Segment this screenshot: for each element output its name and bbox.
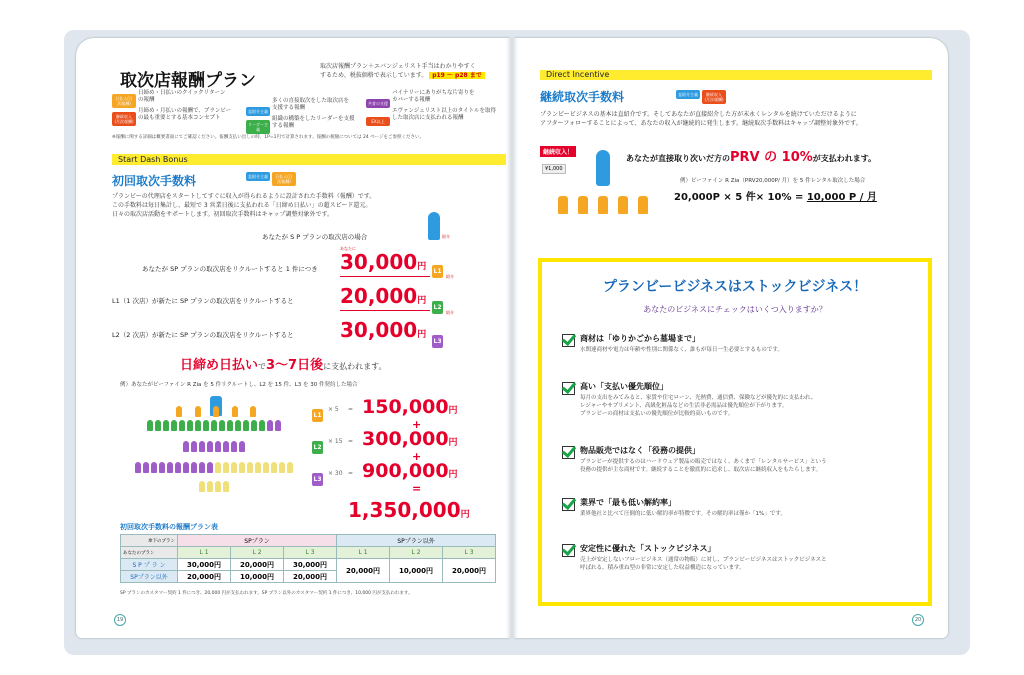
legend-item: リーダー主義 組織の構築をしたリーダーを支援 する報酬 xyxy=(248,116,355,132)
page-range-highlight: p19 ～ p28 まで xyxy=(429,72,485,79)
direct-example: 例）ピーファイン R Zia（PRV20,000P/ 月）を 5 件レンタル取次した場合 xyxy=(680,178,866,184)
checkbox-icon xyxy=(562,334,575,347)
level-badge-l3: L3 xyxy=(432,335,443,348)
book-gutter xyxy=(506,38,518,638)
example-text: 例）あなたがピーファイン R Zia を 5 件リクルートし、L2 を 15 件、L3 を 30 件契約した場合 xyxy=(120,382,358,388)
left-page: 取次店報酬プラン 取次店報酬プラン＋エバンジェリスト手当はわかりやすく するため、税抜価格で表示しています。 p19 ～ p28 まで 日払入(日次報酬) 日締め・日払いのクイックリターン の報酬 継続収入(月次報酬) 月締め・月払いの報酬で、プランビー の最も重要とする基本コンセプト 直紹介主義 多くの直接取次をした取次店を 支援する報酬 リーダー主義 組織の構築をしたリーダーを支援 する報酬 共育の支援 バイナリーにありがちな片寄りを カバーする報酬 EX以上 エヴァンジェリスト以上のタイトルを取得 した取次店に支払われる報酬 ※報酬に関する詳細は概要書面にてご確認ください。報酬支払い出しの時、1P=1円で計算されます。報酬の税額については 24 ページをご参照ください。 Start Dash Bonus 初回取次手数料 直紹介主義 日払入(日次報酬) プランビーの代理店をスタートしてすぐに収入が得られるように設計された手数料（報酬）です。 この手数料は毎日集計し、最短で 3 営業日後に支払われる「日締め日払い」の超スピード還元。 日々の取次店活動をサポートします。初回取次手数料はキャップ調整対象外です。 あなたが S P プランの取次店の場合 紹介 あなたが SP プランの取次店をリクルートすると 1 件につき あなたに 30,000円 L1 紹介 L1（1 次店）が新たに SP プランの取次店をリクルートすると 20,000円 L2 紹介 L2（2 次店）が新たに SP プランの取次店をリクルートすると 30,000円 L3 日締め日払いで3～7日後に支払われます。 例）あなたがピーファイン R Zia を 5 件リクルートし、L2 を 15 件、L3 を 30 件契約した場合 L1 × 5 = 150,000円 + L2 × 15 = 300,000円 + L3 × 30 = 900,000円 = 1,350,000円 初回取次手数料の報酬プラン表 傘下のプラン SPプラン SPプラン以外 あなたのプラン L 1 L 2 L 3 L 1 L 2 L 3 S P プ ラ ン 30,000円 20,000円 30,000円 20,000円 10,000円 20,000円 SPプラン以外 20,000円 10,000円 20,000円 SP プランのカスタマー契約 1 件につき、20,000 円が支払われます。SP プラン以外のカスタマー契約 1 件につき、10,000 円が支払われます。 19 xyxy=(76,38,510,638)
recruit-row-3-label: L2（2 次店）が新たに SP プランの取次店をリクルートすると xyxy=(112,331,294,339)
legend-item: 日払入(日次報酬) 日締め・日払いのクイックリターン の報酬 xyxy=(112,90,136,109)
organization-diagram xyxy=(126,394,302,502)
you-figure xyxy=(428,212,440,240)
stock-business-box: プランビービジネスはストックビジネス！ あなたのビジネスにチェックはいくつ入りますか？ 商材は「ゆりかごから墓場まで」 水関連商材や電力は年齢や性別に関係なく、誰もが毎日一生必要とするものです。 高い「支払い優先順位」 毎月の支出をみてみると、家賃や住宅ローン、光熱費、通信費、保険などが優先的に支払われ、 レジャーやサプリメント、高級化粧品などの生活非必需品は優先順位が下がります。 プランビーの商材は支払いの優先順位が比較的高いものです。 物品販売ではなく「役務の提供」 プランビーが提供するのはハードウェア製品の販売ではなく、あくまで「レンタルサービス」という 役務の提供が主な商材です。継続することを徹底的に追求し、取次店に継続収入をもたらします。 業界で「最も低い解約率」 業界他社と比べて圧倒的に低い解約率が特徴です。その解約率は僅か「1%」です。 安定性に優れた「ストックビジネス」 売上が安定しないフロービジネス（通常の物販）に対し、プランビービジネスはストックビジネスと 呼ばれる、積み重ね型の非常に安定した収益構造になっています。 xyxy=(538,258,932,606)
calc-l3-amount: 900,000円 xyxy=(362,460,458,482)
checkbox-icon xyxy=(562,498,575,511)
payout-headline: 日締め日払いで3～7日後に支払われます。 xyxy=(180,358,387,373)
legend-note: ※報酬に関する詳細は概要書面にてご確認ください。報酬支払い出しの時、1P=1円で計算されます。報酬の税額については 24 ページをご参照ください。 xyxy=(112,135,425,140)
page-number: 20 xyxy=(912,614,924,626)
case-label: あなたが S P プランの取次店の場合 xyxy=(262,233,368,241)
table-row: S P プ ラ ン 30,000円 20,000円 30,000円 20,000円 10,000円 20,000円 xyxy=(121,559,496,571)
level-badge-l1: L1 xyxy=(432,265,443,278)
calc-total: 1,350,000円 xyxy=(348,498,470,522)
level-badge-l2: L2 xyxy=(432,301,443,314)
legend-item: 直紹介主義 多くの直接取次をした取次店を 支援する報酬 xyxy=(248,98,350,114)
legend-item: 継続収入(月次報酬) 月締め・月払いの報酬で、プランビー の最も重要とする基本コンセプト xyxy=(112,108,136,127)
section-bar: Direct Incentive xyxy=(540,70,932,80)
checkbox-icon xyxy=(562,544,575,557)
calc-l1-amount: 150,000円 xyxy=(362,396,458,418)
badge-monthly: 継続収入(月次報酬) xyxy=(702,90,726,104)
right-page xyxy=(514,38,948,638)
income-banner: 継続収入！ xyxy=(540,146,576,157)
direct-formula: 20,000P × 5 件× 10% = 10,000 P / 月 xyxy=(674,192,877,203)
section-body: プランビーの代理店をスタートしてすぐに収入が得られるように設計された手数料（報酬）です。 この手数料は毎日集計し、最短で 3 営業日後に支払われる「日締め日払い」の超スピード還元。 日々の取次店活動をサポートします。初回取次手数料はキャップ調整対象外です。 xyxy=(112,193,376,218)
stock-subtitle: あなたのビジネスにチェックはいくつ入りますか？ xyxy=(643,305,827,314)
stock-title: プランビービジネスはストックビジネス！ xyxy=(602,279,868,295)
monthly-amount: ¥1,000 xyxy=(542,164,566,174)
page-number: 19 xyxy=(114,614,126,626)
section-title: 継続取次手数料 xyxy=(540,90,625,104)
direct-headline: あなたが直接取り次いだ方のPRV の 10%が支払われます。 xyxy=(626,150,877,165)
section-body: プランビービジネスの基本は直紹介です。そしてあなたが直接紹介した方が末永くレンタルを続けていただけるように アフターフォローすることによって、あなたの収入が継続的に発生します。継続取次手数料はキャップ調整対象外です。 xyxy=(540,111,862,127)
bonus-calculation: L1 × 5 = 150,000円 + L2 × 15 = 300,000円 + L3 × 30 = 900,000円 = 1,350,000円 xyxy=(313,396,470,522)
calc-l2-amount: 300,000円 xyxy=(362,428,458,450)
recruit-row-1-amount: 30,000円 xyxy=(340,250,427,274)
table-row: SPプラン以外 20,000円 10,000円 20,000円 xyxy=(121,571,496,583)
legend-item: EX以上 エヴァンジェリスト以上のタイトルを取得 した取次店に支払われる報酬 xyxy=(366,108,390,127)
badge-direct: 直紹介主義 xyxy=(248,174,268,179)
legend-item: 共育の支援 バイナリーにありがちな片寄りを カバーする報酬 xyxy=(368,90,475,106)
badge-daily: 日払入(日次報酬) xyxy=(272,172,296,186)
section-title: 初回取次手数料 xyxy=(112,174,197,188)
recruit-row-3-amount: 30,000円 xyxy=(340,318,427,342)
page-title: 取次店報酬プラン xyxy=(120,71,256,91)
plan-table: 傘下のプラン SPプラン SPプラン以外 あなたのプラン L 1 L 2 L 3 L 1 L 2 L 3 S P プ ラ ン 30,000円 20,000円 30,000円 20,000円 10,000円 20,000円 SPプラン以外 20,000円 10,000円 20,000円 xyxy=(120,534,496,583)
intro-text: 取次店報酬プラン＋エバンジェリスト手当はわかりやすく するため、税抜価格で表示しています。 p19 ～ p28 まで xyxy=(320,62,485,80)
section-bar: Start Dash Bonus xyxy=(112,154,506,165)
legend xyxy=(112,90,496,140)
recruit-row-2-label: L1（1 次店）が新たに SP プランの取次店をリクルートすると xyxy=(112,297,294,305)
badge-direct: 直紹介主義 xyxy=(678,92,698,97)
recruit-row-2-amount: 20,000円 xyxy=(340,284,427,308)
you-figure xyxy=(596,150,610,186)
recruit-row-1-label: あなたが SP プランの取次店をリクルートすると 1 件につき xyxy=(142,265,318,273)
table-footnote: SP プランのカスタマー契約 1 件につき、20,000 円が支払われます。SP プラン以外のカスタマー契約 1 件につき、10,000 円が支払われます。 xyxy=(120,591,413,596)
checkbox-icon xyxy=(562,382,575,395)
checkbox-icon xyxy=(562,446,575,459)
table-title: 初回取次手数料の報酬プラン表 xyxy=(120,523,218,531)
